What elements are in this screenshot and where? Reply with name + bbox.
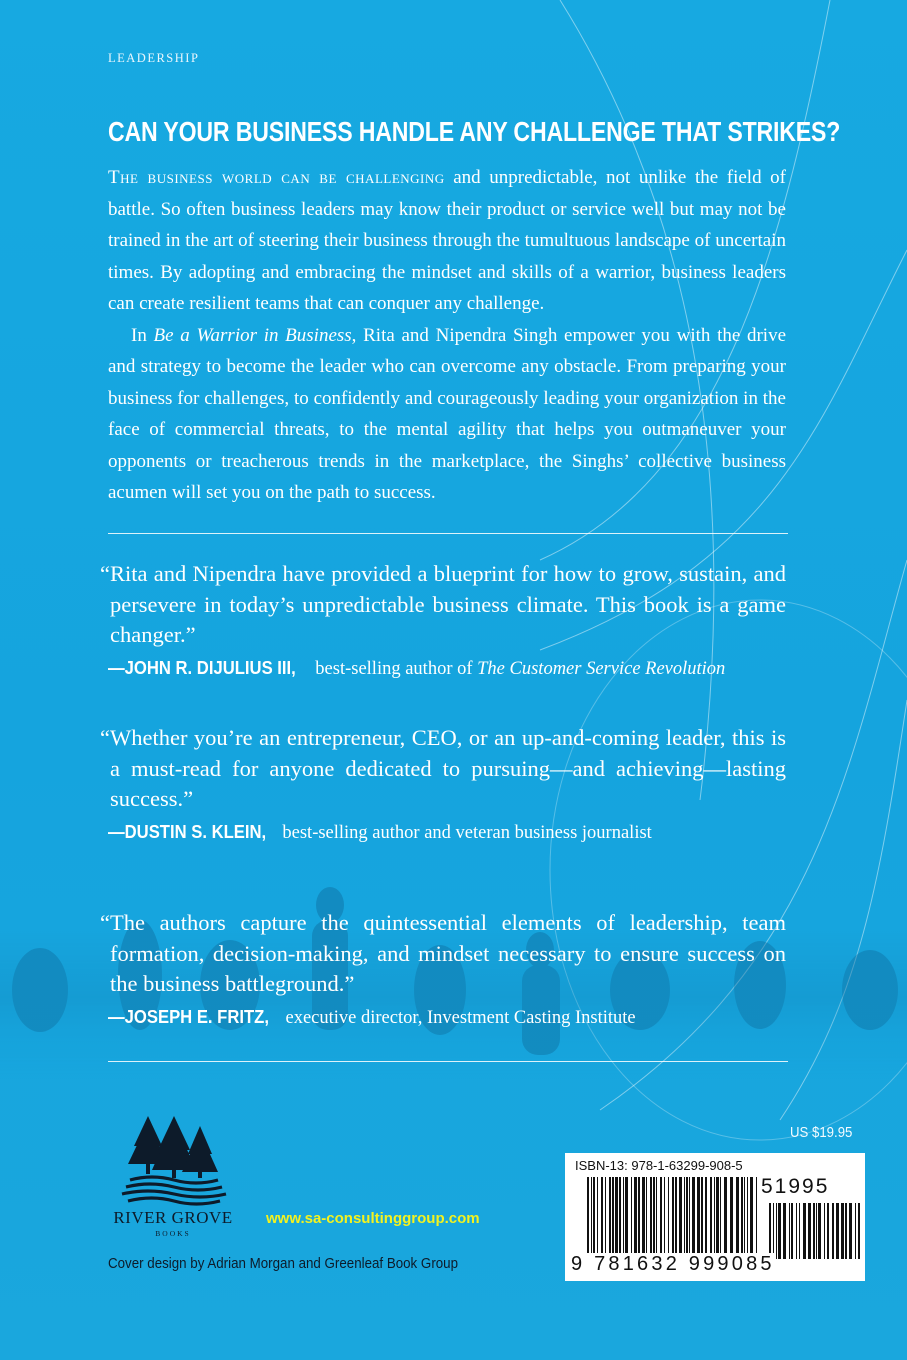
description-p2-text: , Rita and Nipendra Singh empower you with the drive and strategy to become the leader who can overcome any obstacle. From preparing your business for challenges, to confidently and courageously leading your organization in the face of commercial threats, to the mental agility that helps you outmaneuver your opponents or treacherous trends in the marketplace, the Singhs’ collective business acumen will set you on the path to success. bbox=[108, 324, 787, 503]
barcode-bar bbox=[841, 1203, 844, 1259]
description-paragraph-1 bbox=[108, 162, 786, 320]
website-link[interactable]: www.sa-consultinggroup.com bbox=[266, 1210, 480, 1227]
testimonial-role: best-selling author of bbox=[310, 658, 478, 679]
barcode-bar bbox=[675, 1177, 677, 1253]
barcode-bar bbox=[778, 1203, 781, 1259]
barcode-bar bbox=[679, 1177, 682, 1253]
barcode-bar bbox=[714, 1177, 715, 1253]
cover-credit: Cover design by Adrian Morgan and Greenleaf Book Group bbox=[108, 1256, 459, 1272]
barcode-bar bbox=[744, 1177, 745, 1253]
book-title: Be a Warrior in Business bbox=[153, 324, 352, 346]
barcode-bar bbox=[724, 1177, 727, 1253]
barcode-bar bbox=[789, 1203, 790, 1259]
barcode-bar bbox=[845, 1203, 847, 1259]
testimonial-author: —JOHN R. DIJULIUS III, bbox=[108, 656, 296, 678]
barcode-bar bbox=[653, 1177, 655, 1253]
testimonial-role: executive director, Investment Casting Institute bbox=[280, 1007, 636, 1028]
isbn-barcode bbox=[565, 1153, 865, 1281]
barcode-bar bbox=[631, 1177, 632, 1253]
testimonial-2 bbox=[100, 723, 786, 846]
barcode-bar bbox=[818, 1203, 821, 1259]
testimonial-text: “Rita and Nipendra have provided a blueprint for how to grow, sustain, and persevere in today’s unpredictable business climate. This book is a game changer.” bbox=[100, 561, 786, 647]
barcode-bar bbox=[625, 1177, 628, 1253]
isbn-label: ISBN-13: 978-1-63299-908-5 bbox=[575, 1158, 743, 1173]
barcode-bar bbox=[716, 1177, 719, 1253]
barcode-bar bbox=[597, 1177, 598, 1253]
testimonial-text: “The authors capture the quintessential elements of leadership, team formation, decision-making, and mindset necessary to ensure success on the business battleground.” bbox=[100, 910, 786, 996]
barcode-bar bbox=[836, 1203, 839, 1259]
barcode-bar bbox=[593, 1177, 595, 1253]
testimonial-work: The Customer Service Revolution bbox=[477, 658, 726, 679]
pine-trees-river-icon bbox=[108, 1116, 238, 1208]
barcode-bar bbox=[668, 1177, 669, 1253]
publisher-sub: BOOKS bbox=[155, 1229, 191, 1238]
barcode-bar bbox=[701, 1177, 703, 1253]
barcode-bar bbox=[776, 1203, 777, 1259]
isbn-digits: 9 781632 999085 bbox=[571, 1253, 775, 1275]
barcode-bar bbox=[730, 1177, 733, 1253]
headline: CAN YOUR BUSINESS HANDLE ANY CHALLENGE THAT STRIKES? bbox=[108, 116, 841, 147]
barcode-bar bbox=[803, 1203, 806, 1259]
barcode-bar bbox=[601, 1177, 603, 1253]
barcode-bar bbox=[783, 1203, 786, 1259]
barcode-bar bbox=[605, 1177, 606, 1253]
testimonial-attribution bbox=[108, 655, 786, 682]
barcode-bar bbox=[710, 1177, 712, 1253]
barcode-bar bbox=[612, 1177, 614, 1253]
barcode-bar bbox=[813, 1203, 815, 1259]
testimonial-author: —DUSTIN S. KLEIN, bbox=[108, 820, 267, 842]
barcode-bar bbox=[623, 1177, 624, 1253]
testimonial-attribution bbox=[108, 1004, 786, 1031]
barcode-bar bbox=[660, 1177, 662, 1253]
price-code: 51995 bbox=[761, 1175, 830, 1198]
divider-bottom bbox=[108, 1061, 788, 1062]
barcode-bar bbox=[697, 1177, 700, 1253]
price-label: US $19.95 bbox=[790, 1124, 853, 1141]
barcode-bar bbox=[672, 1177, 674, 1253]
barcode-bar bbox=[849, 1203, 852, 1259]
testimonial-role: best-selling author and veteran business journalist bbox=[277, 822, 652, 843]
barcode-bar bbox=[705, 1177, 707, 1253]
barcode-bar bbox=[646, 1177, 647, 1253]
barcode-bar bbox=[609, 1177, 611, 1253]
barcode-bar bbox=[650, 1177, 652, 1253]
barcode-bar bbox=[642, 1177, 645, 1253]
description-p1-text: and unpredictable, not unlike the field of battle. So often business leaders may know their product or service well but may not be trained in the art of steering their business through the tumultuous landscape of uncertain times. By adopting and embracing the mindset and skills of a warrior, business leaders can create resilient teams that can conquer any challenge. bbox=[108, 167, 786, 314]
testimonial-attribution bbox=[108, 819, 786, 846]
testimonial-1 bbox=[100, 559, 786, 682]
barcode-bar bbox=[827, 1203, 829, 1259]
description-lead: The business world can be challenging bbox=[108, 167, 445, 188]
description-p2-pre: In bbox=[131, 324, 154, 346]
barcode-bar bbox=[791, 1203, 793, 1259]
testimonial-text: “Whether you’re an entrepreneur, CEO, or an up-and-coming leader, this is a must-read for anyone dedicated to pursuing—and achieving—lasting success.” bbox=[100, 725, 786, 811]
testimonial-3 bbox=[100, 908, 786, 1031]
barcode-bar bbox=[591, 1177, 592, 1253]
description-paragraph-2 bbox=[108, 320, 786, 509]
barcode-bar bbox=[816, 1203, 817, 1259]
barcode-bar bbox=[747, 1177, 748, 1253]
testimonial-author: —JOSEPH E. FRITZ, bbox=[108, 1005, 269, 1027]
barcode-bar bbox=[686, 1177, 688, 1253]
barcode-bar bbox=[799, 1203, 800, 1259]
barcode-bar bbox=[615, 1177, 618, 1253]
barcode-bar bbox=[750, 1177, 753, 1253]
barcode-bar bbox=[656, 1177, 657, 1253]
barcode-bar bbox=[832, 1203, 834, 1259]
barcode-bar bbox=[736, 1177, 739, 1253]
barcode-bar bbox=[684, 1177, 685, 1253]
barcode-bar bbox=[689, 1177, 690, 1253]
publisher-name: RIVER GROVE bbox=[113, 1208, 233, 1227]
barcode-bar bbox=[634, 1177, 637, 1253]
barcode-bar bbox=[855, 1203, 856, 1259]
barcode-bar bbox=[741, 1177, 743, 1253]
barcode-bar bbox=[756, 1177, 757, 1253]
barcode-bar bbox=[769, 1203, 771, 1259]
publisher-logo bbox=[108, 1116, 238, 1238]
barcode-bar bbox=[720, 1177, 721, 1253]
barcode-bar bbox=[773, 1203, 774, 1259]
barcode-bar bbox=[808, 1203, 811, 1259]
barcode-bar bbox=[796, 1203, 797, 1259]
barcode-bar bbox=[824, 1203, 825, 1259]
barcode-bar bbox=[858, 1203, 860, 1259]
barcode-bar bbox=[619, 1177, 621, 1253]
barcode-bar bbox=[587, 1177, 589, 1253]
barcode-bar bbox=[664, 1177, 665, 1253]
barcode-bar bbox=[638, 1177, 640, 1253]
divider-top bbox=[108, 533, 788, 534]
category-label: LEADERSHIP bbox=[108, 51, 200, 65]
barcode-bar bbox=[692, 1177, 695, 1253]
book-description bbox=[108, 162, 786, 509]
